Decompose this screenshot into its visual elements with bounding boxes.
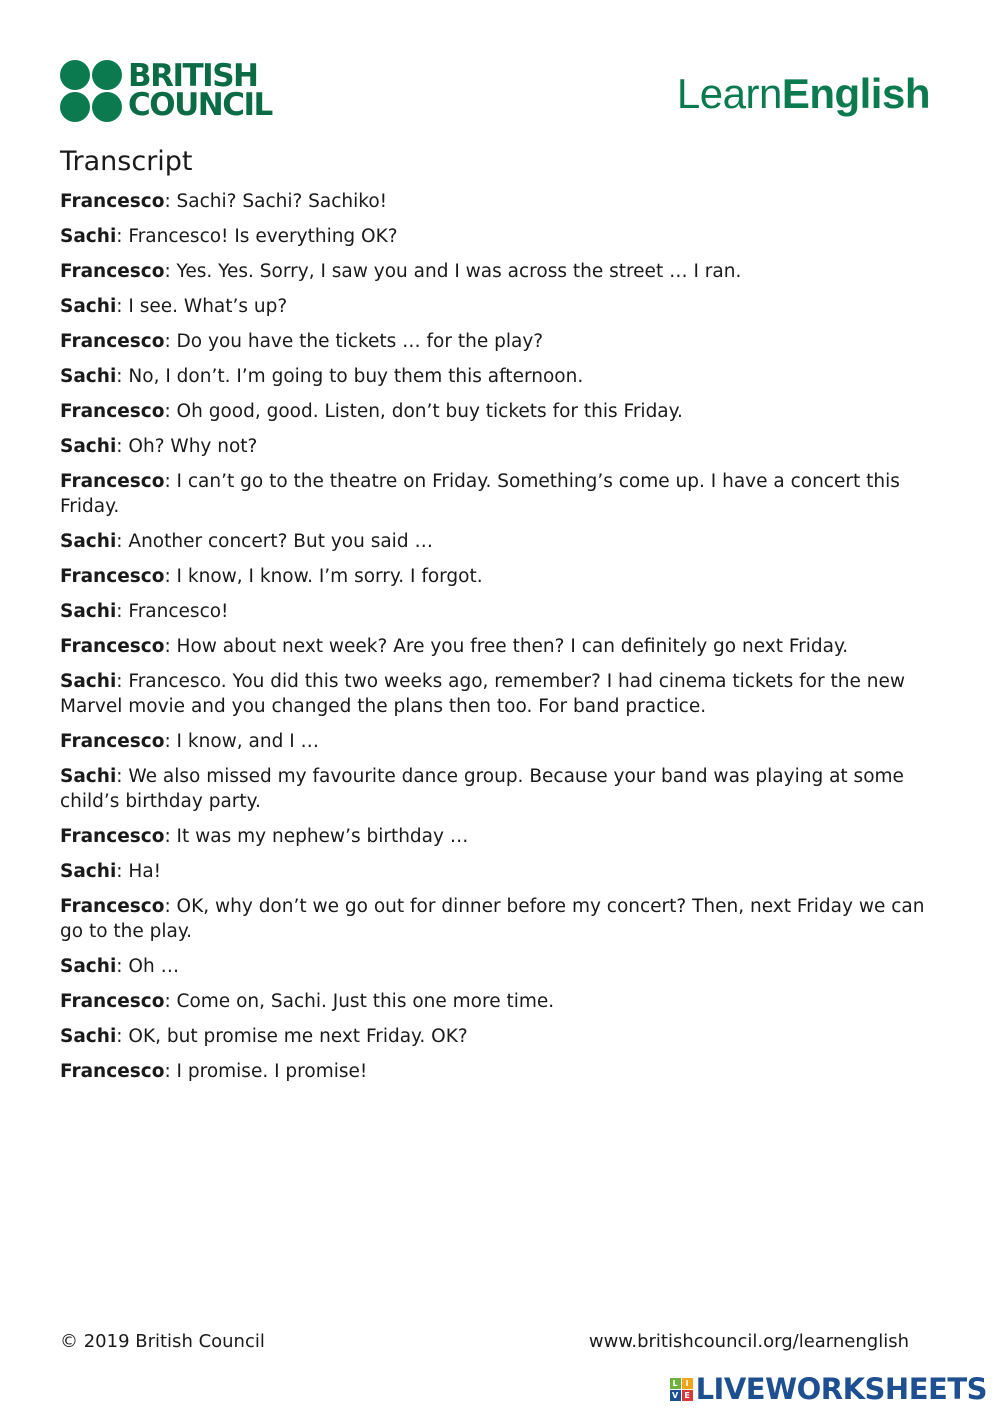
line-text: : We also missed my favourite dance group. Because your band was playing at some child’s birthday party. — [60, 766, 904, 812]
line-text: : Come on, Sachi. Just this one more time. — [164, 991, 555, 1012]
speaker-name: Sachi — [60, 601, 117, 622]
speaker-name: Sachi — [60, 671, 117, 692]
transcript-line — [60, 189, 940, 214]
transcript-line — [60, 989, 940, 1014]
liveworksheets-logo — [670, 1372, 987, 1406]
learnenglish-logo — [677, 70, 930, 118]
logo-dot — [92, 92, 122, 122]
logo-dot — [60, 60, 90, 90]
line-text: : Ha! — [116, 861, 162, 882]
bc-wordmark-line2: COUNCIL — [128, 87, 272, 123]
transcript-line — [60, 294, 940, 319]
line-text: : Sachi? Sachi? Sachiko! — [164, 191, 388, 212]
speaker-name: Francesco — [60, 566, 165, 587]
speaker-name: Sachi — [60, 861, 117, 882]
speaker-name: Sachi — [60, 531, 117, 552]
copyright-text: © 2019 British Council — [60, 1331, 265, 1352]
speaker-name: Francesco — [60, 731, 165, 752]
le-logo-learn: Learn — [676, 70, 782, 117]
transcript-line — [60, 224, 940, 249]
line-text: : No, I don’t. I’m going to buy them this afternoon. — [116, 366, 584, 387]
line-text: : Another concert? But you said … — [116, 531, 433, 552]
line-text: : Francesco! Is everything OK? — [116, 226, 398, 247]
line-text: : Yes. Yes. Sorry, I saw you and I was across the street … I ran. — [164, 261, 742, 282]
transcript-line — [60, 634, 940, 659]
page-title: Transcript — [60, 146, 193, 177]
lw-icon-tile: E — [682, 1390, 693, 1401]
line-text: : I know, I know. I’m sorry. I forgot. — [164, 566, 483, 587]
lw-icon-tile: L — [670, 1378, 681, 1389]
transcript-line — [60, 599, 940, 624]
speaker-name: Sachi — [60, 226, 117, 247]
footer-url: www.britishcouncil.org/learnenglish — [588, 1331, 909, 1352]
liveworksheets-wordmark: LIVEWORKSHEETS — [695, 1372, 987, 1406]
speaker-name: Sachi — [60, 1026, 117, 1047]
liveworksheets-icon — [670, 1378, 693, 1401]
speaker-name: Sachi — [60, 766, 117, 787]
line-text: : OK, but promise me next Friday. OK? — [116, 1026, 468, 1047]
transcript-line — [60, 399, 940, 424]
logo-dot — [60, 92, 90, 122]
line-text: : It was my nephew’s birthday … — [164, 826, 469, 847]
transcript-line — [60, 329, 940, 354]
line-text: : Francesco. You did this two weeks ago, remember? I had cinema tickets for the new Marvel movie and you changed the plans then too. For band practice. — [60, 671, 905, 717]
transcript-line — [60, 1024, 940, 1049]
transcript-line — [60, 564, 940, 589]
line-text: : I see. What’s up? — [116, 296, 288, 317]
transcript-line — [60, 434, 940, 459]
line-text: : I know, and I … — [164, 731, 320, 752]
speaker-name: Francesco — [60, 1061, 165, 1082]
line-text: : Oh good, good. Listen, don’t buy tickets for this Friday. — [164, 401, 683, 422]
speaker-name: Francesco — [60, 261, 165, 282]
transcript-line — [60, 364, 940, 389]
speaker-name: Francesco — [60, 331, 165, 352]
bc-wordmark-line1: BRITISH — [128, 58, 258, 94]
transcript-line — [60, 894, 940, 944]
line-text: : Do you have the tickets … for the play? — [164, 331, 544, 352]
speaker-name: Sachi — [60, 436, 117, 457]
british-council-logo — [60, 60, 272, 122]
transcript-line — [60, 954, 940, 979]
transcript-line — [60, 859, 940, 884]
transcript-line — [60, 529, 940, 554]
speaker-name: Francesco — [60, 896, 165, 917]
line-text: : How about next week? Are you free then? I can definitely go next Friday. — [164, 636, 849, 657]
british-council-dots-icon — [60, 60, 122, 122]
speaker-name: Francesco — [60, 826, 165, 847]
logo-dot — [92, 60, 122, 90]
transcript-line — [60, 824, 940, 849]
line-text: : I can’t go to the theatre on Friday. Something’s come up. I have a concert this Friday. — [60, 471, 900, 517]
speaker-name: Sachi — [60, 366, 117, 387]
speaker-name: Francesco — [60, 471, 165, 492]
speaker-name: Sachi — [60, 956, 117, 977]
british-council-wordmark — [128, 58, 272, 123]
speaker-name: Francesco — [60, 636, 165, 657]
speaker-name: Sachi — [60, 296, 117, 317]
transcript-line — [60, 1059, 940, 1084]
lw-icon-tile: V — [670, 1390, 681, 1401]
le-logo-english: English — [781, 70, 930, 117]
transcript-line — [60, 669, 940, 719]
line-text: : Francesco! — [116, 601, 229, 622]
transcript-line — [60, 259, 940, 284]
speaker-name: Francesco — [60, 991, 165, 1012]
line-text: : I promise. I promise! — [164, 1061, 368, 1082]
line-text: : Oh … — [116, 956, 180, 977]
lw-icon-tile: I — [682, 1378, 693, 1389]
transcript-line — [60, 469, 940, 519]
transcript-line — [60, 764, 940, 814]
line-text: : OK, why don’t we go out for dinner before my concert? Then, next Friday we can go to the play. — [60, 896, 925, 942]
speaker-name: Francesco — [60, 191, 165, 212]
transcript-list — [60, 189, 940, 1094]
speaker-name: Francesco — [60, 401, 165, 422]
line-text: : Oh? Why not? — [116, 436, 258, 457]
transcript-line — [60, 729, 940, 754]
